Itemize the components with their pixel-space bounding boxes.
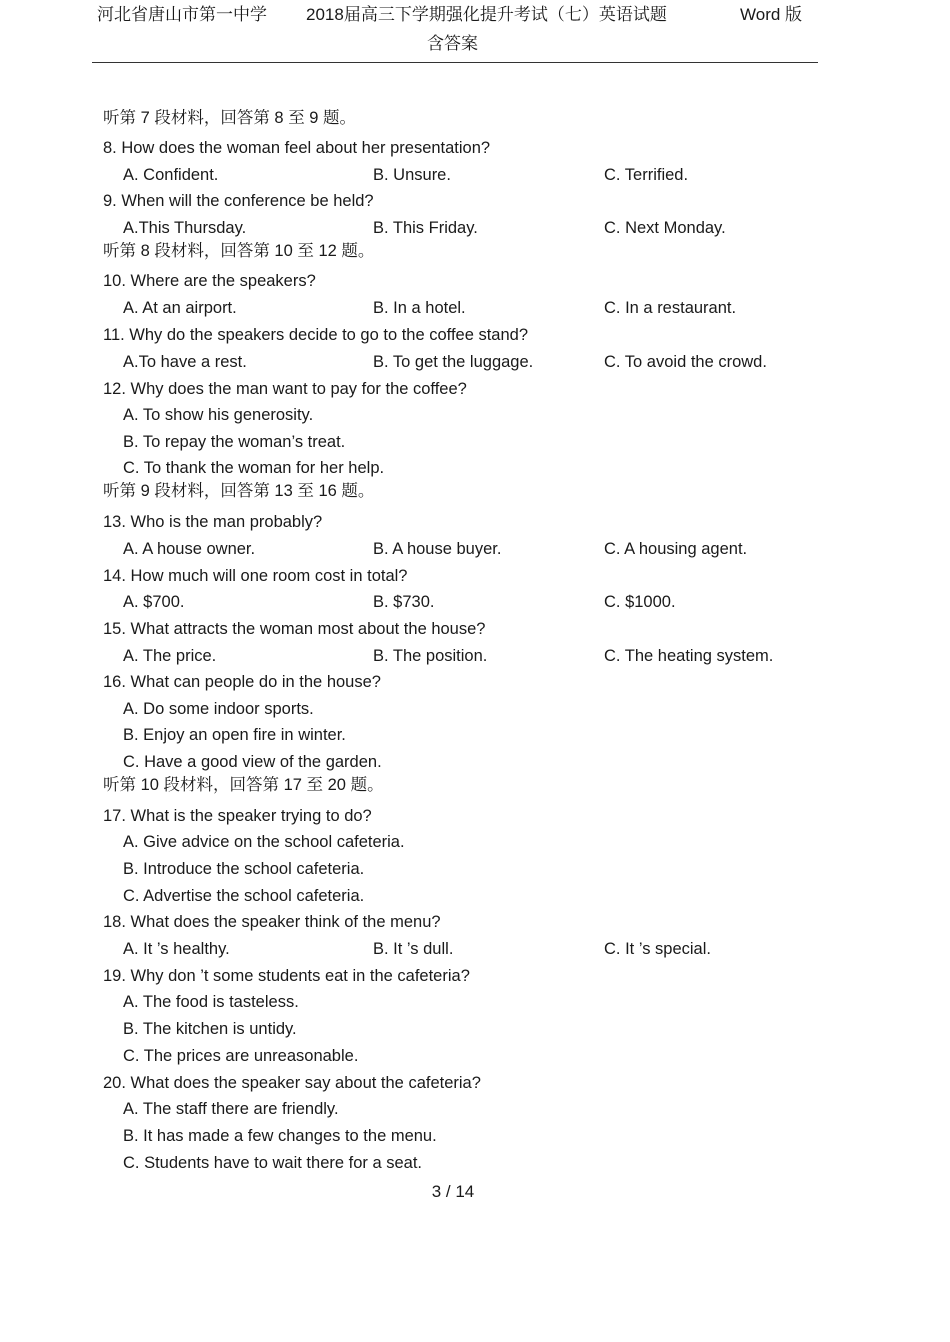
option-b: B. The position. bbox=[373, 647, 488, 665]
option-c: C. Have a good view of the garden. bbox=[123, 753, 382, 771]
option-a: A.To have a rest. bbox=[123, 353, 247, 371]
option-a: A. $700. bbox=[123, 593, 185, 611]
option-b: B. $730. bbox=[373, 593, 435, 611]
question-text: 17. What is the speaker trying to do? bbox=[103, 807, 372, 825]
option-c: C. To thank the woman for her help. bbox=[123, 459, 385, 477]
option-c: C. The prices are unreasonable. bbox=[123, 1047, 359, 1065]
question-text: 10. Where are the speakers? bbox=[103, 272, 316, 290]
option-c: C. Students have to wait there for a seat. bbox=[123, 1154, 422, 1172]
page-number: 3 / 14 bbox=[431, 1182, 475, 1201]
section-heading: 听第 10 段材料，回答第 17 至 20 题。 bbox=[103, 776, 384, 794]
question-text: 15. What attracts the woman most about the house? bbox=[103, 620, 486, 638]
question-text: 19. Why don ’t some students eat in the cafeteria? bbox=[103, 967, 470, 985]
option-a: A. At an airport. bbox=[123, 299, 237, 317]
option-a: A. The price. bbox=[123, 647, 217, 665]
option-c: C. Advertise the school cafeteria. bbox=[123, 887, 365, 905]
section-heading: 听第 7 段材料，回答第 8 至 9 题。 bbox=[103, 109, 357, 127]
section-heading: 听第 8 段材料，回答第 10 至 12 题。 bbox=[103, 242, 375, 260]
option-c: C. In a restaurant. bbox=[604, 299, 737, 317]
question-text: 12. Why does the man want to pay for the coffee? bbox=[103, 380, 467, 398]
question-text: 9. When will the conference be held? bbox=[103, 192, 374, 210]
option-c: C. To avoid the crowd. bbox=[604, 353, 767, 371]
option-c: C. It ’s special. bbox=[604, 940, 711, 958]
option-b: B. To get the luggage. bbox=[373, 353, 534, 371]
option-b: B. A house buyer. bbox=[373, 540, 502, 558]
option-a: A. The food is tasteless. bbox=[123, 993, 299, 1011]
question-text: 8. How does the woman feel about her presentation? bbox=[103, 139, 491, 157]
option-c: C. The heating system. bbox=[604, 647, 774, 665]
option-a: A.This Thursday. bbox=[123, 219, 247, 237]
option-b: B. The kitchen is untidy. bbox=[123, 1020, 297, 1038]
question-text: 11. Why do the speakers decide to go to the coffee stand? bbox=[103, 326, 529, 344]
option-a: A. Do some indoor sports. bbox=[123, 700, 314, 718]
header-exam-title: 2018届高三下学期强化提升考试（七）英语试题 bbox=[306, 5, 667, 24]
question-text: 16. What can people do in the house? bbox=[103, 673, 381, 691]
option-a: A. A house owner. bbox=[123, 540, 256, 558]
option-b: B. To repay the woman’s treat. bbox=[123, 433, 346, 451]
option-b: B. In a hotel. bbox=[373, 299, 466, 317]
header-answer-note: 含答案 bbox=[427, 34, 478, 53]
option-c: C. $1000. bbox=[604, 593, 676, 611]
option-a: A. It ’s healthy. bbox=[123, 940, 230, 958]
header-divider bbox=[92, 62, 818, 63]
question-text: 13. Who is the man probably? bbox=[103, 513, 323, 531]
option-c: C. Terrified. bbox=[604, 166, 689, 184]
option-c: C. A housing agent. bbox=[604, 540, 748, 558]
question-text: 20. What does the speaker say about the cafeteria? bbox=[103, 1074, 481, 1092]
option-b: B. It has made a few changes to the menu. bbox=[123, 1127, 437, 1145]
section-heading: 听第 9 段材料，回答第 13 至 16 题。 bbox=[103, 482, 375, 500]
option-b: B. Unsure. bbox=[373, 166, 451, 184]
option-a: A. The staff there are friendly. bbox=[123, 1100, 339, 1118]
question-text: 14. How much will one room cost in total? bbox=[103, 567, 408, 585]
option-b: B. This Friday. bbox=[373, 219, 478, 237]
option-a: A. Confident. bbox=[123, 166, 219, 184]
option-a: A. Give advice on the school cafeteria. bbox=[123, 833, 405, 851]
header-school: 河北省唐山市第一中学 bbox=[97, 5, 267, 24]
option-b: B. It ’s dull. bbox=[373, 940, 454, 958]
option-a: A. To show his generosity. bbox=[123, 406, 314, 424]
header-word-version: Word 版 bbox=[740, 5, 803, 24]
option-b: B. Introduce the school cafeteria. bbox=[123, 860, 365, 878]
option-b: B. Enjoy an open fire in winter. bbox=[123, 726, 346, 744]
question-text: 18. What does the speaker think of the menu? bbox=[103, 913, 441, 931]
option-c: C. Next Monday. bbox=[604, 219, 726, 237]
